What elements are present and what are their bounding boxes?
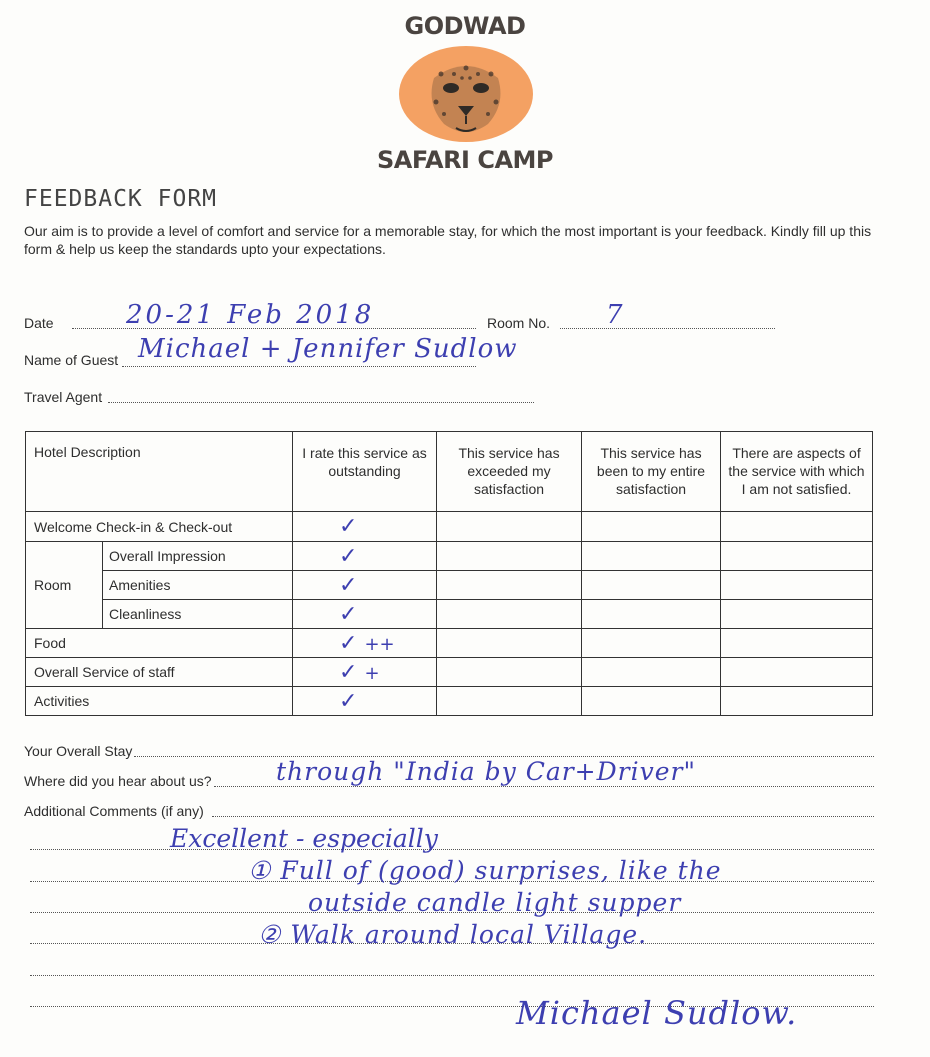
intro-text: Our aim is to provide a level of comfort and service for a memorable stay, for which the most important is your feedback. Kindly fill up this form & help us keep the standards upto your expectations. <box>24 223 872 257</box>
rating-cell-not-satisfied[interactable] <box>721 629 873 658</box>
table-row <box>26 600 873 629</box>
form-title: FEEDBACK FORM <box>24 186 218 212</box>
row-label: Amenities <box>103 571 293 600</box>
row-label: Overall Service of staff <box>26 658 293 687</box>
row-label: Food <box>26 629 293 658</box>
check-mark: ✓ <box>339 572 358 598</box>
table-row <box>26 629 873 658</box>
rating-cell-exceeded[interactable] <box>437 629 582 658</box>
room-line <box>560 328 775 329</box>
rating-cell-outstanding[interactable] <box>293 512 437 542</box>
date-value[interactable]: 20-21 Feb 2018 <box>126 300 375 330</box>
rating-cell-exceeded[interactable] <box>437 658 582 687</box>
hear-value[interactable]: through "India by Car+Driver" <box>276 757 696 786</box>
room-value[interactable]: 7 <box>606 300 623 330</box>
table-row <box>26 542 873 571</box>
hear-label: Where did you hear about us? <box>24 773 212 789</box>
brand-top-text: GODWAD <box>404 12 526 40</box>
rating-cell-not-satisfied[interactable] <box>721 687 873 716</box>
rating-cell-entire[interactable] <box>582 542 721 571</box>
rating-cell-exceeded[interactable] <box>437 571 582 600</box>
table-row <box>26 658 873 687</box>
room-label: Room No. <box>487 315 551 331</box>
brand-bottom-text: SAFARI CAMP <box>377 146 553 174</box>
row-label: Cleanliness <box>103 600 293 629</box>
check-symbol: ✓ <box>339 630 358 656</box>
comments-line-0 <box>212 816 874 817</box>
guest-value[interactable]: Michael + Jennifer Sudlow <box>138 334 518 364</box>
rating-cell-exceeded[interactable] <box>437 512 582 542</box>
header-not-satisfied: There are aspects of the service with which I am not satisfied. <box>721 432 873 512</box>
check-mark <box>299 660 380 685</box>
guest-line <box>122 366 476 367</box>
comment-line-text[interactable]: ② Walk around local Village. <box>258 920 648 949</box>
rating-cell-outstanding[interactable] <box>293 600 437 629</box>
rating-cell-outstanding[interactable] <box>293 687 437 716</box>
rating-cell-entire[interactable] <box>582 658 721 687</box>
row-label: Overall Impression <box>103 542 293 571</box>
comment-line-text[interactable]: Excellent - especially <box>170 824 438 853</box>
table-row <box>26 687 873 716</box>
guest-label: Name of Guest <box>24 352 119 368</box>
date-label: Date <box>24 315 54 331</box>
hear-line <box>214 786 874 787</box>
check-mark: ✓ <box>339 601 358 627</box>
rating-cell-outstanding[interactable] <box>293 629 437 658</box>
room-group-label: Room <box>26 542 103 629</box>
rating-cell-entire[interactable] <box>582 687 721 716</box>
comments-line-5 <box>30 975 874 976</box>
table-row <box>26 571 873 600</box>
agent-label: Travel Agent <box>24 389 103 405</box>
rating-cell-exceeded[interactable] <box>437 687 582 716</box>
guest-signature: Michael Sudlow. <box>516 994 798 1032</box>
header-hotel-description: Hotel Description <box>26 432 293 512</box>
overall-stay-label: Your Overall Stay <box>24 743 133 759</box>
rating-cell-entire[interactable] <box>582 600 721 629</box>
rating-cell-not-satisfied[interactable] <box>721 542 873 571</box>
check-mark: ✓ <box>339 514 358 539</box>
rating-cell-not-satisfied[interactable] <box>721 600 873 629</box>
agent-line <box>108 402 534 403</box>
rating-cell-exceeded[interactable] <box>437 600 582 629</box>
plus-marks: + <box>364 662 380 684</box>
comments-label: Additional Comments (if any) <box>24 803 204 819</box>
check-mark: ✓ <box>339 543 358 569</box>
rating-cell-exceeded[interactable] <box>437 542 582 571</box>
row-label: Welcome Check-in & Check-out <box>26 512 293 542</box>
table-row <box>26 512 873 542</box>
header-entire-satisfaction: This service has been to my entire satisfaction <box>582 432 721 512</box>
row-label: Activities <box>26 687 293 716</box>
check-mark <box>299 631 395 656</box>
rating-table <box>25 431 873 716</box>
leopard-logo <box>396 44 536 144</box>
rating-cell-outstanding[interactable] <box>293 542 437 571</box>
rating-cell-entire[interactable] <box>582 629 721 658</box>
rating-cell-not-satisfied[interactable] <box>721 658 873 687</box>
comments-line-1 <box>30 849 874 850</box>
comment-line-text[interactable]: ① Full of (good) surprises, like the <box>248 856 722 885</box>
rating-cell-outstanding[interactable] <box>293 658 437 687</box>
header-outstanding: I rate this service as outstanding <box>293 432 437 512</box>
check-mark: ✓ <box>339 688 358 714</box>
rating-cell-outstanding[interactable] <box>293 571 437 600</box>
header-exceeded: This service has exceeded my satisfaction <box>437 432 582 512</box>
plus-marks: ++ <box>364 633 395 655</box>
comment-line-text[interactable]: outside candle light supper <box>308 888 682 917</box>
rating-cell-not-satisfied[interactable] <box>721 571 873 600</box>
rating-cell-entire[interactable] <box>582 571 721 600</box>
check-symbol: ✓ <box>339 659 358 685</box>
rating-cell-not-satisfied[interactable] <box>721 512 873 542</box>
rating-cell-entire[interactable] <box>582 512 721 542</box>
